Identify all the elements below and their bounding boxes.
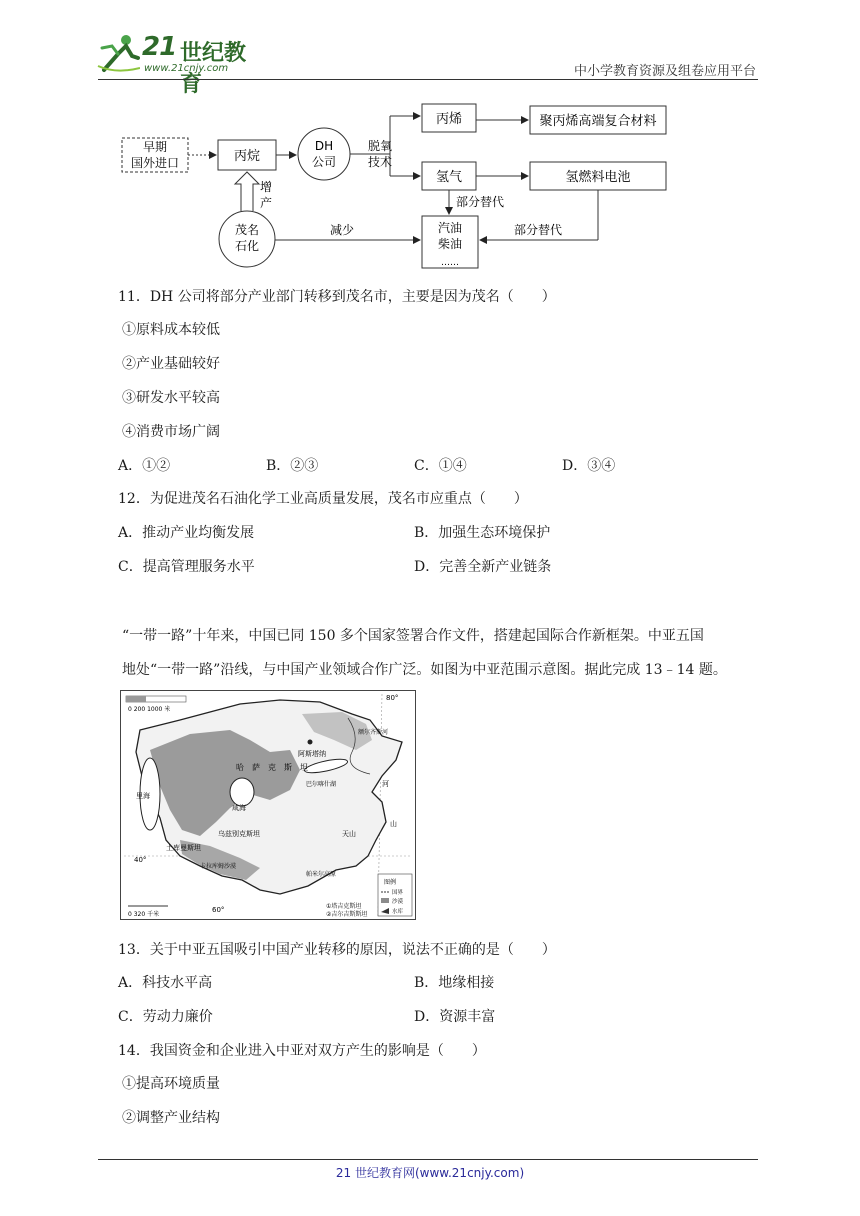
kazakhstan-label-2: 萨 xyxy=(252,763,260,772)
passage-line-1: “一带一路”十年来，中国已同 150 多个国家签署合作文件，搭建起国际合作新框架。中亚五国 xyxy=(122,628,704,644)
q12-option-d[interactable]: D．完善全新产业链条 xyxy=(414,559,552,575)
q13-option-a[interactable]: A．科技水平高 xyxy=(118,975,213,991)
svg-text:国外进口: 国外进口 xyxy=(130,156,180,170)
svg-text:水库: 水库 xyxy=(392,909,404,915)
note-tajikistan: ①塔吉克斯坦 xyxy=(326,903,362,910)
partial-replace-label-1: 部分替代 xyxy=(456,195,505,209)
svg-text:氢气: 氢气 xyxy=(435,170,463,185)
balkhash-label: 巴尔喀什湖 xyxy=(306,781,337,788)
ertix-label: 额尔齐斯河 xyxy=(358,729,389,736)
early-import-box xyxy=(122,138,188,172)
lat-40-label: 40° xyxy=(134,856,147,864)
turkmenistan-label: 土库曼斯坦 xyxy=(166,844,201,852)
q11-option-b[interactable]: B．②③ xyxy=(266,458,319,474)
uzbekistan-label: 乌兹别克斯坦 xyxy=(218,830,260,838)
q12-option-c[interactable]: C．提高管理服务水平 xyxy=(118,559,255,575)
svg-text:柴油: 柴油 xyxy=(437,237,463,251)
q11-stem: 11．DH 公司将部分产业部门转移到茂名市，主要是因为茂名（ ） xyxy=(118,289,556,305)
kazakhstan-label-3: 克 xyxy=(268,763,276,772)
partial-replace-label-2: 部分替代 xyxy=(514,223,563,237)
tianshan-label: 天山 xyxy=(342,830,356,838)
aral-sea xyxy=(230,778,254,806)
q13-option-b[interactable]: B．地缘相接 xyxy=(414,975,495,991)
q11-item-2: ②产业基础较好 xyxy=(122,356,220,372)
q11-option-a[interactable]: A．①② xyxy=(118,458,171,474)
q14-item-1: ①提高环境质量 xyxy=(122,1076,220,1092)
svg-text:图例: 图例 xyxy=(384,879,397,886)
site-logo xyxy=(96,30,266,97)
svg-text:茂名: 茂名 xyxy=(234,223,260,237)
hydrogen-box xyxy=(422,162,476,190)
tech-label-2: 技术 xyxy=(368,155,393,169)
q13-option-c[interactable]: C．劳动力廉价 xyxy=(118,1009,213,1025)
q12-stem: 12．为促进茂名石油化学工业高质量发展，茂名市应重点（ ） xyxy=(118,491,528,507)
maoming-petrochem-circle xyxy=(219,211,275,267)
q11-option-d[interactable]: D．③④ xyxy=(562,458,616,474)
q11-item-1: ①原料成本较低 xyxy=(122,322,220,338)
caspian-label: 里海 xyxy=(136,792,150,800)
logo-number: 21 xyxy=(142,32,177,62)
svg-text:早期: 早期 xyxy=(142,140,168,154)
lon-80-top: 80° xyxy=(386,694,399,702)
svg-text:丙烷: 丙烷 xyxy=(233,149,261,164)
svg-text:沙漠: 沙漠 xyxy=(392,899,404,905)
svg-text:丙烯: 丙烯 xyxy=(435,112,463,127)
central-asia-map xyxy=(120,690,416,920)
industry-flow-diagram xyxy=(110,96,680,272)
note-kyrgyzstan: ②吉尔吉斯斯坦 xyxy=(326,911,368,918)
kazakhstan-label-4: 斯 xyxy=(284,763,292,772)
logo-title: 世纪教育 xyxy=(180,41,247,97)
q11-item-4: ④消费市场广阔 xyxy=(122,424,220,440)
svg-text:聚丙烯高端复合材料: 聚丙烯高端复合材料 xyxy=(539,114,657,129)
propane-box xyxy=(218,140,276,170)
svg-text:石化: 石化 xyxy=(234,239,260,253)
aral-label: 咸海 xyxy=(232,804,246,812)
runner-logo-icon xyxy=(96,32,140,76)
pp-material-box xyxy=(530,106,666,134)
footer-rule xyxy=(98,1159,758,1160)
astana-marker xyxy=(308,740,313,745)
svg-text:DH: DH xyxy=(314,139,334,153)
passage-line-2: 地处“一带一路”沿线，与中国产业领域合作广泛。如图为中亚范围示意图。据此完成 13﹣14 题。 xyxy=(122,662,727,678)
pamir-label: 帕米尔高原 xyxy=(306,871,337,878)
q13-option-d[interactable]: D．资源丰富 xyxy=(414,1009,496,1025)
q14-item-2: ②调整产业结构 xyxy=(122,1110,220,1126)
svg-text:国界: 国界 xyxy=(392,890,404,896)
svg-text:0 200 1000 米: 0 200 1000 米 xyxy=(128,706,171,713)
q11-option-c[interactable]: C．①④ xyxy=(414,458,467,474)
lon-60-label: 60° xyxy=(212,906,225,914)
q11-item-3: ③研发水平较高 xyxy=(122,390,220,406)
kazakhstan-label-1: 哈 xyxy=(236,763,244,772)
kazakhstan-label-5: 坦 xyxy=(300,763,308,772)
logo-url: www.21cnjy.com xyxy=(144,63,229,74)
map-legend xyxy=(378,874,412,916)
karakum-label: 卡拉库姆沙漠 xyxy=(200,863,237,870)
svg-text:……: …… xyxy=(441,258,459,268)
svg-text:0 320 千米: 0 320 千米 xyxy=(128,911,160,918)
reduce-label: 减少 xyxy=(330,223,355,237)
q12-option-a[interactable]: A．推动产业均衡发展 xyxy=(118,525,255,541)
tech-label-1: 脱氧 xyxy=(368,139,393,153)
river-label: 河 xyxy=(382,780,389,788)
q13-stem: 13．关于中亚五国吸引中国产业转移的原因，说法不正确的是（ ） xyxy=(118,942,556,958)
astana-label: 阿斯塔纳 xyxy=(298,750,326,758)
q12-option-b[interactable]: B．加强生态环境保护 xyxy=(414,525,551,541)
header-rule xyxy=(98,79,758,80)
propylene-box xyxy=(422,104,476,132)
svg-text:氢燃料电池: 氢燃料电池 xyxy=(565,170,631,185)
dh-company-circle xyxy=(298,128,350,180)
footer-text[interactable]: 21 世纪教育网(www.21cnjy.com) xyxy=(335,1166,525,1180)
fuel-cell-box xyxy=(530,162,666,190)
svg-text:公司: 公司 xyxy=(311,155,337,169)
gasoline-diesel-box xyxy=(422,216,478,268)
q14-stem: 14．我国资金和企业进入中亚对双方产生的影响是（ ） xyxy=(118,1043,486,1059)
header-platform-text: 中小学教育资源及组卷应用平台 xyxy=(573,64,756,79)
increase-label-1: 增 xyxy=(260,180,273,194)
increase-label-2: 产 xyxy=(260,196,273,210)
mountain-label: 山 xyxy=(390,820,397,828)
svg-text:汽油: 汽油 xyxy=(437,221,463,235)
